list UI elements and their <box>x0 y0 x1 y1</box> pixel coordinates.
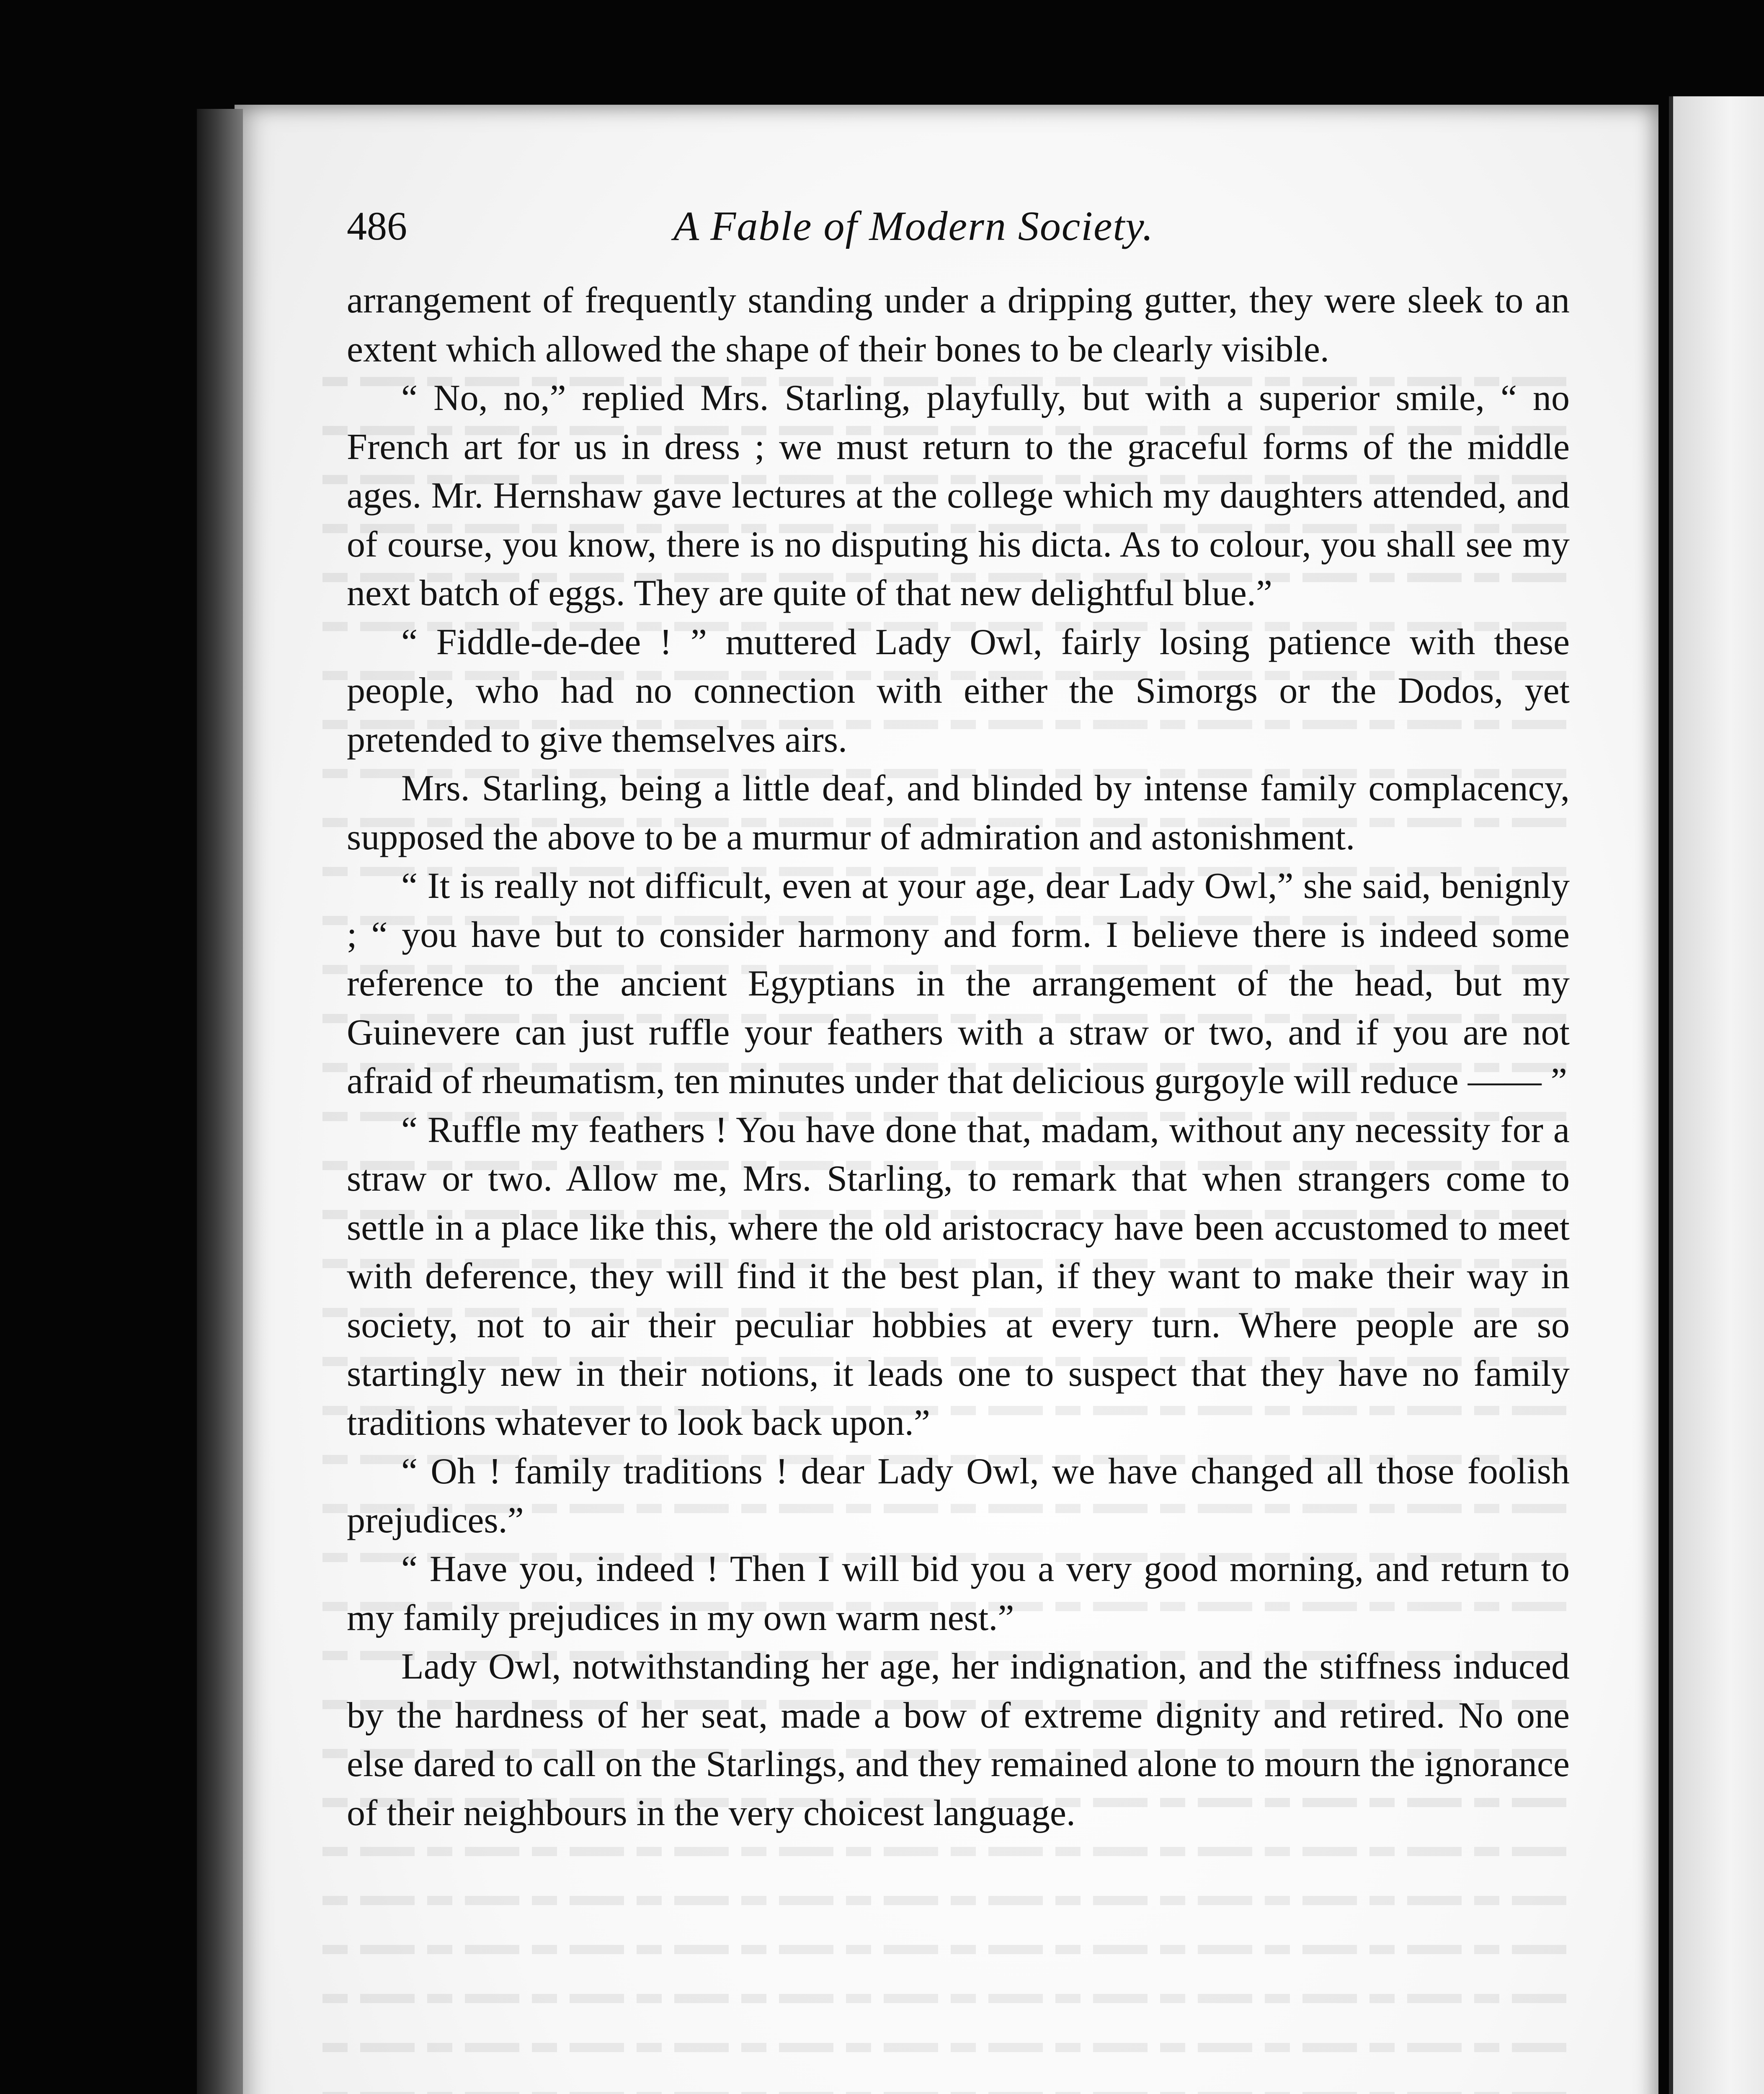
paragraph: “ No, no,” replied Mrs. Starling, playfully, but with a superior smile, “ no French art for us in dress ; we must return to the graceful forms of the middle ages. Mr. Hernshaw gave lectures at the college which my daughters attended, and of course, you know, there is no disputing his dicta. As to colour, you shall see my next batch of eggs. They are quite of that new delightful blue.” <box>347 378 1570 614</box>
paragraph: “ It is really not difficult, even at your age, dear Lady Owl,” she said, benignly ; “ you have but to consider harmony and form. I believe there is indeed some reference to the ancient Egyptians in the arrangement of the head, but my Guinevere can just ruffle your feathers with a straw or two, and if you are not afraid of rheumatism, ten minutes under that delicious gurgoyle will reduce —— ” <box>347 866 1570 1101</box>
paragraph: “ Ruffle my feathers ! You have done that, madam, without any necessity for a straw or two. Allow me, Mrs. Starling, to remark that when strangers come to settle in a place like this, where the old aristocracy have been accustomed to meet with deference, they will find it the best plan, if they want to make their way in society, not to air their peculiar hobbies at every turn. Where people are so startingly new in their notions, it leads one to suspect that they have no family traditions whatever to look back upon.” <box>347 1109 1570 1443</box>
body-text <box>347 276 1570 1838</box>
paragraph: arrangement of frequently standing under a dripping gutter, they were sleek to an extent which allowed the shape of their bones to be clearly visible. <box>347 280 1570 370</box>
running-title: A Fable of Modern Society. <box>673 203 1154 249</box>
paragraph: “ Fiddle-de-dee ! ” muttered Lady Owl, fairly losing patience with these people, who had no connection with either the Simorgs or the Dodos, yet pretended to give themselves airs. <box>347 621 1570 760</box>
paragraph: “ Oh ! family traditions ! dear Lady Owl, we have changed all those foolish prejudices.” <box>347 1451 1570 1541</box>
page-number: 486 <box>347 204 407 248</box>
binding-shadow <box>197 109 243 2094</box>
page-header <box>347 197 1561 255</box>
facing-page-edge <box>1669 96 1764 2094</box>
paragraph: Mrs. Starling, being a little deaf, and blinded by intense family complacency, supposed the above to be a murmur of admiration and astonishment. <box>347 768 1570 858</box>
paragraph: Lady Owl, notwithstanding her age, her indignation, and the stiffness induced by the hardness of her seat, made a bow of extreme dignity and retired. No one else dared to call on the Starlings, and they remained alone to mourn the ignorance of their neighbours in the very choicest language. <box>347 1646 1570 1834</box>
paragraph: “ Have you, indeed ! Then I will bid you a very good morning, and return to my family prejudices in my own warm nest.” <box>347 1549 1570 1638</box>
